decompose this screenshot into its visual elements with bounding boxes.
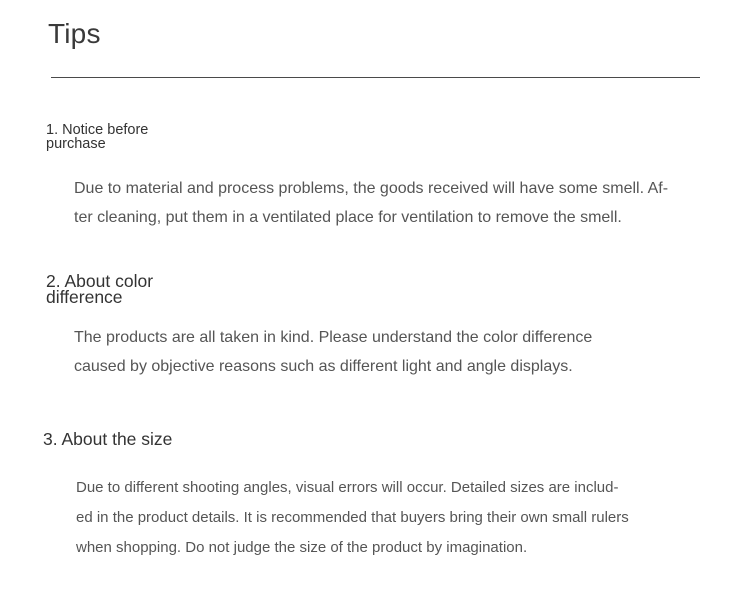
section-1-heading-line1: 1. Notice before xyxy=(46,122,149,138)
section-1-body xyxy=(74,174,710,232)
section-3-body-line1: Due to different shooting angles, visual errors will occur. Detailed sizes are includ- xyxy=(76,479,619,496)
section-3-heading xyxy=(43,430,343,448)
section-2-heading xyxy=(46,273,186,305)
section-2-body-line1: The products are all taken in kind. Please understand the color difference xyxy=(74,329,593,346)
section-1-body-line1: Due to material and process problems, the goods received will have some smell. Af- xyxy=(74,180,669,197)
section-1-heading xyxy=(46,123,176,151)
section-3-body-line2: ed in the product details. It is recommended that buyers bring their own small rulers xyxy=(76,509,629,526)
section-2-body-line2: caused by objective reasons such as different light and angle displays. xyxy=(74,358,573,375)
section-3-body-line3: when shopping. Do not judge the size of the product by imagination. xyxy=(76,539,528,556)
section-1-heading-line2: purchase xyxy=(46,136,106,152)
section-2-heading-line1: 2. About color xyxy=(46,271,154,291)
page-title: Tips xyxy=(48,18,101,49)
section-3-heading-line1: 3. About the size xyxy=(43,429,173,449)
title-divider xyxy=(51,77,700,78)
section-1-body-line2: ter cleaning, put them in a ventilated place for ventilation to remove the smell. xyxy=(74,209,622,226)
section-2-heading-line2: difference xyxy=(46,287,123,307)
section-3-body xyxy=(76,473,676,563)
section-2-body xyxy=(74,323,649,381)
